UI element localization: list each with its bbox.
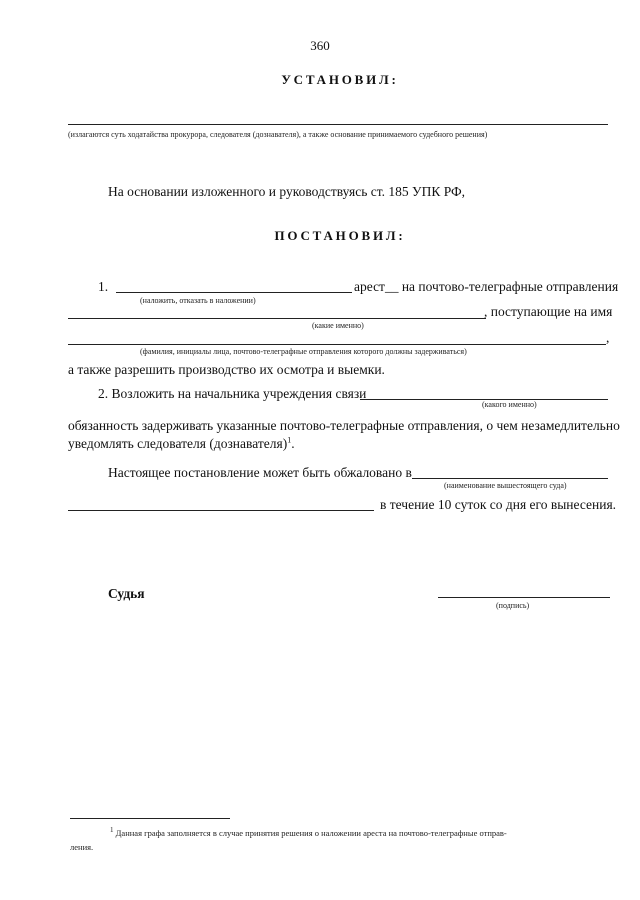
item1-name-blank[interactable]	[68, 344, 606, 345]
signature-blank[interactable]	[438, 597, 610, 598]
footnote-reference[interactable]: 1	[287, 435, 292, 445]
item1-arrest-text: арест__ на почтово-телеграфные отправления	[354, 279, 619, 294]
item1-decision-blank[interactable]	[116, 292, 352, 293]
appeal-court-blank[interactable]	[412, 478, 608, 479]
item2-obligation-text: уведомлять следователя (дознавателя)	[68, 436, 288, 451]
item1-number: 1.	[98, 279, 109, 294]
page-number: 360	[310, 38, 330, 53]
item2-obligation-line1: обязанность задерживать указанные почтово-телеграфные отправления, о чем незамедлительно	[68, 418, 620, 433]
footnote-divider	[70, 818, 230, 819]
appeal-hint-court: (наименование вышестоящего суда)	[444, 481, 567, 490]
heading-ustanovil: УСТАНОВИЛ:	[281, 72, 399, 87]
footnote	[70, 826, 600, 854]
item1-hint-kakie: (какие именно)	[312, 321, 364, 330]
item1-items-blank[interactable]	[68, 318, 486, 319]
footnote-line1: Данная графа заполняется в случае принятия решения о наложении ареста на почтово-телеграфные отправ-	[115, 828, 507, 838]
appeal-court-blank-2[interactable]	[68, 510, 374, 511]
item2-period: .	[291, 436, 295, 451]
item2-obligation-line2	[68, 436, 295, 452]
appeal-text: Настоящее постановление может быть обжаловано в	[108, 465, 412, 480]
item1-incoming-text: , поступающие на имя	[484, 304, 613, 319]
item1-hint-familia: (фамилия, инициалы лица, почтово-телеграфные отправления которого должны задерживаться)	[140, 347, 467, 356]
signature-hint: (подпись)	[496, 601, 530, 610]
basis-text: На основании изложенного и руководствуясь ст. 185 УПК РФ,	[108, 184, 466, 199]
item1-also-text: а также разрешить производство их осмотра и выемки.	[68, 362, 385, 377]
footnote-mark: 1	[110, 826, 114, 835]
item1-comma: ,	[606, 330, 610, 345]
item1-hint-nalozhit: (наложить, отказать в наложении)	[140, 296, 256, 305]
ustanovil-hint: (излагаются суть ходатайства прокурора, следователя (дознавателя), а также основание принимаемого судебного решения)	[68, 130, 488, 139]
ustanovil-blank-line[interactable]	[68, 124, 608, 125]
footnote-line2: ления.	[70, 842, 94, 852]
appeal-term-text: в течение 10 суток со дня его вынесения.	[380, 497, 617, 512]
judge-label: Судья	[108, 586, 145, 601]
item2-text: 2. Возложить на начальника учреждения связи	[98, 386, 367, 401]
heading-postanovil: ПОСТАНОВИЛ:	[274, 228, 406, 243]
item2-hint-kakogo: (какого именно)	[482, 400, 537, 409]
